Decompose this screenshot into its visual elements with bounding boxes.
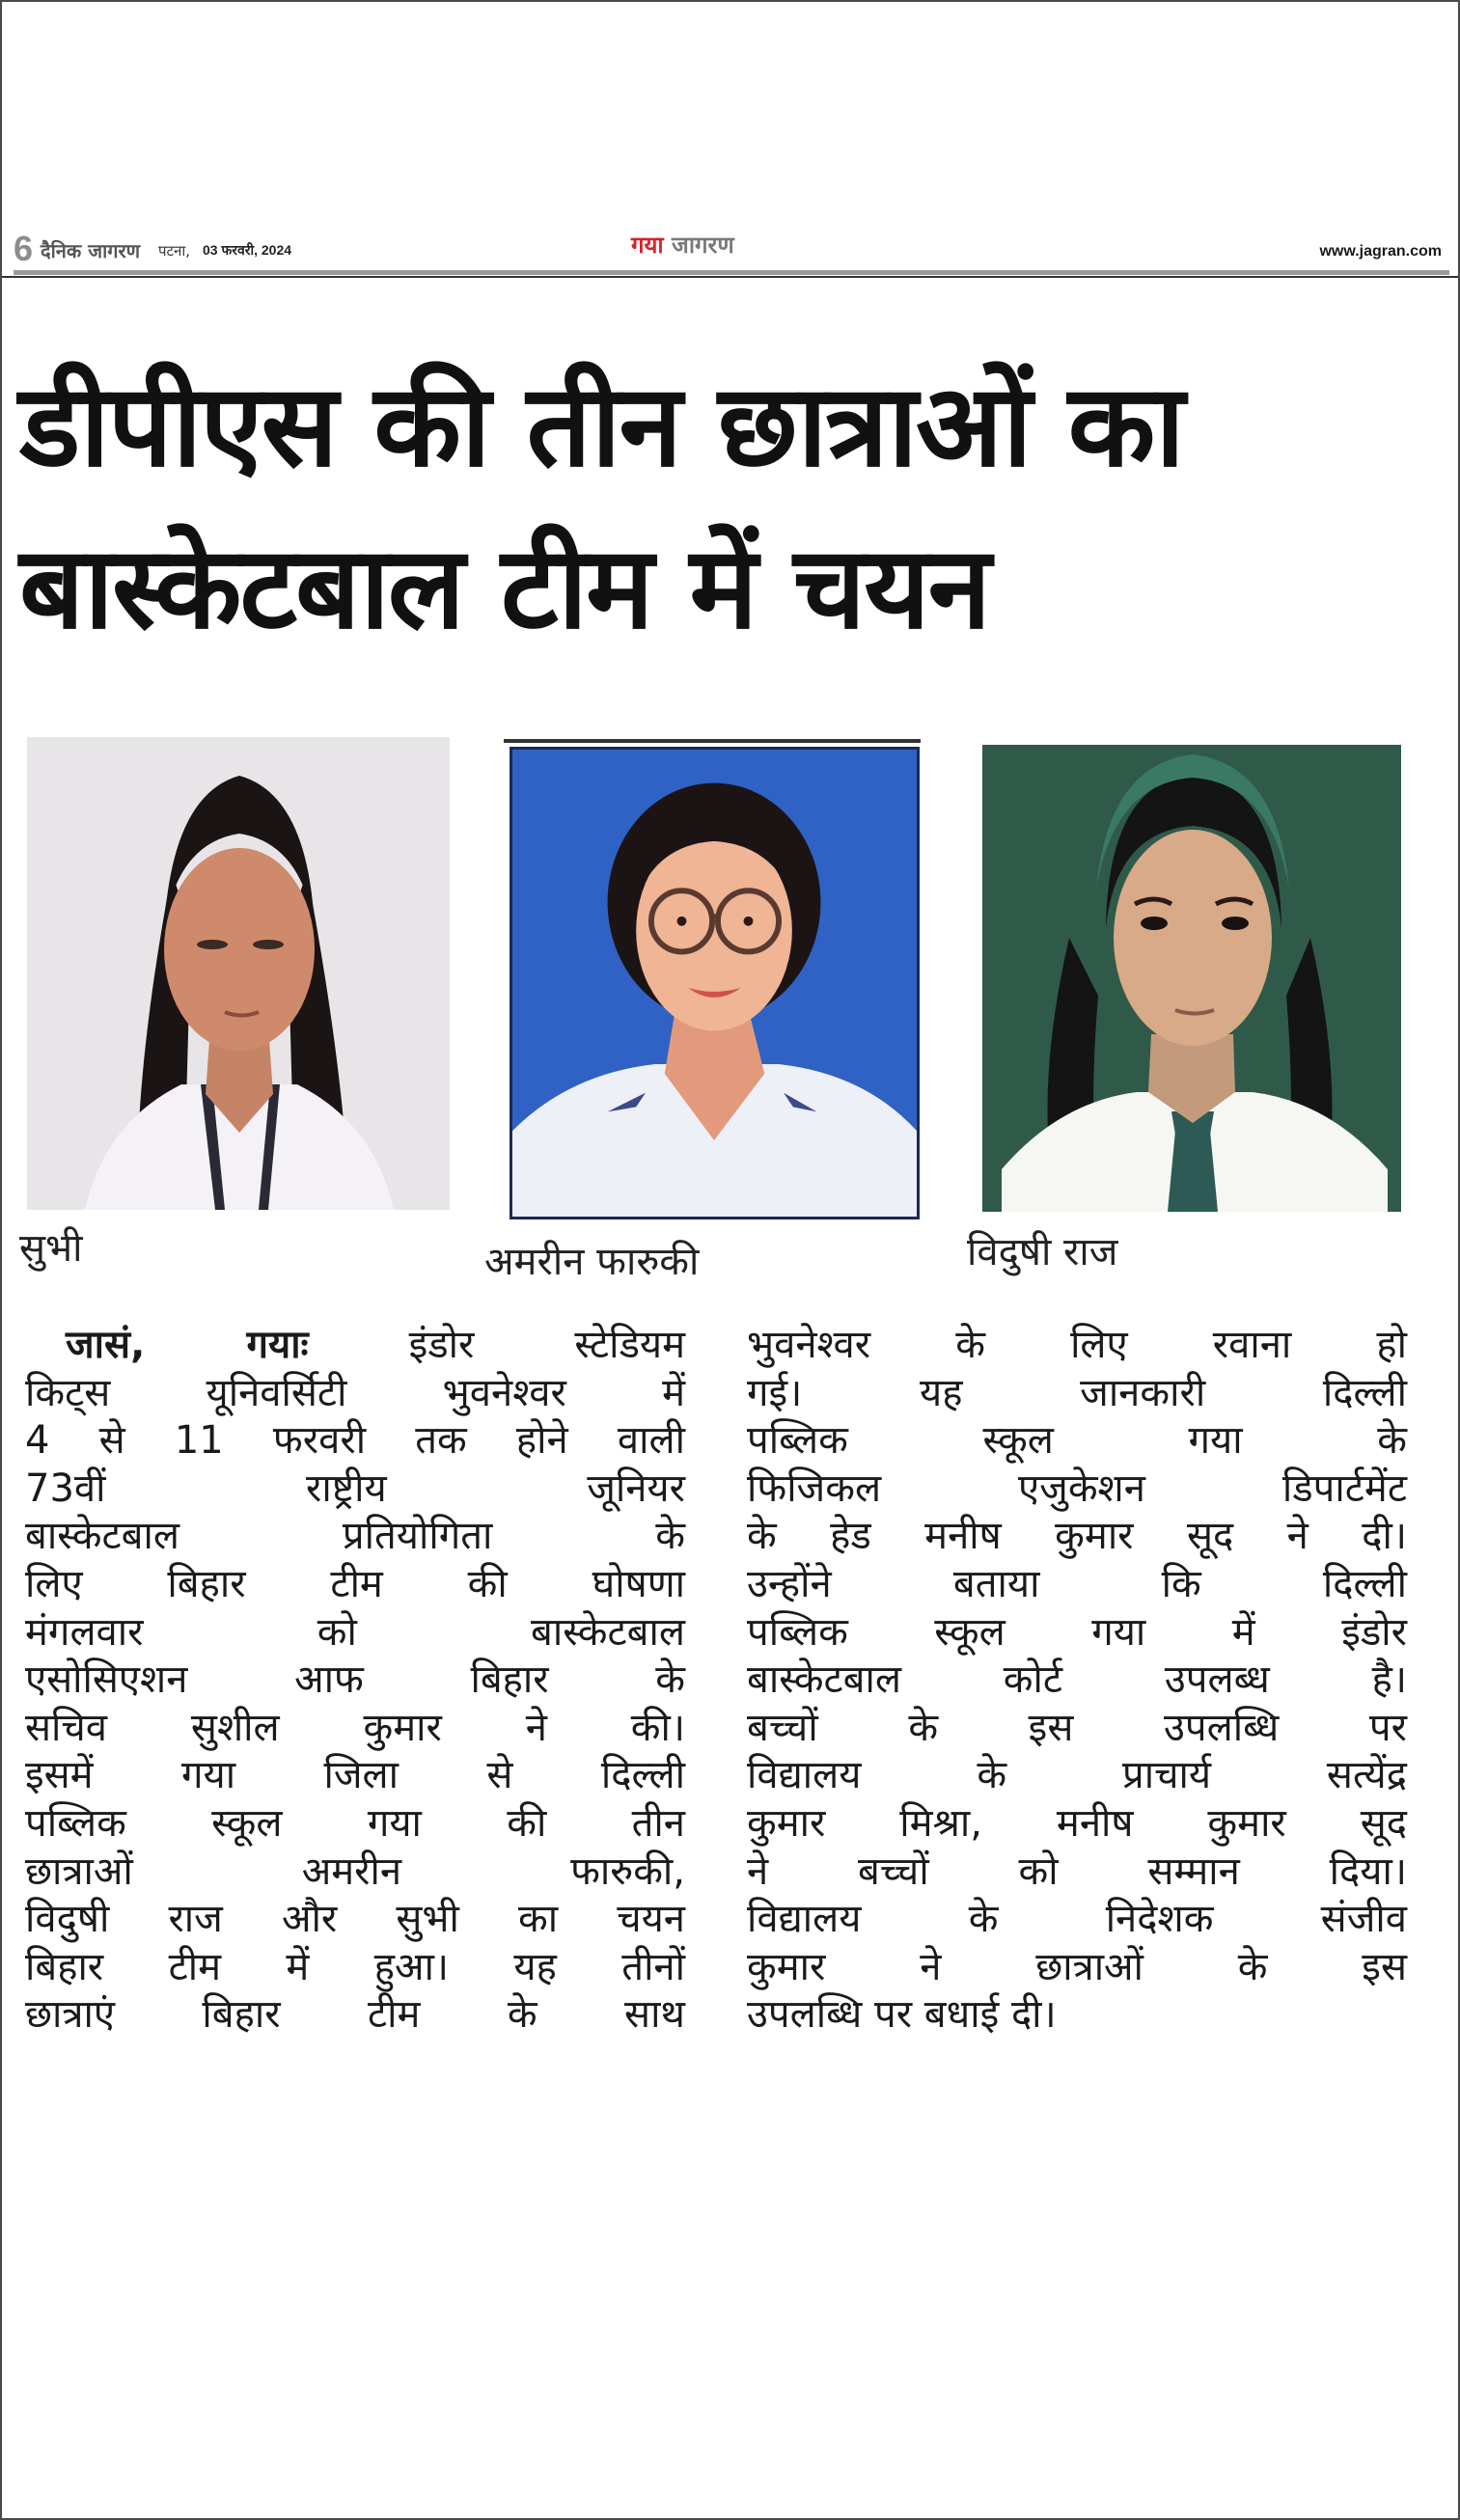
body-line: मंगलवार को बास्केटबाल [25,1609,685,1655]
body-line: लिए बिहार टीम की घोषणा [25,1561,685,1606]
dateline: जासं, गयाः [66,1323,309,1367]
photo-vidushi [982,745,1401,1212]
page-number: 6 [14,229,34,268]
body-line: पब्लिक स्कूल गया में इंडोर [747,1609,1407,1655]
headline-line-2: बास्केटबाल टीम में चयन [19,521,990,654]
edition-city: गया [631,232,664,259]
body-line: ने बच्चों को सम्मान दिया। [747,1849,1407,1894]
body-line: कुमार मिश्रा, मनीष कुमार सूद [747,1800,1407,1846]
body-line: गई। यह जानकारी दिल्ली [747,1370,1407,1415]
body-line: विदुषी राज और सुभी का चयन [25,1897,685,1942]
portrait-image [512,750,917,1217]
body-line: पब्लिक स्कूल गया के [747,1418,1407,1464]
photo-caption: सुभी [19,1226,83,1271]
date-label: 03 फरवरी, 2024 [203,242,292,258]
portrait-image [982,745,1401,1212]
photo-frame-bar [504,739,921,743]
body-line: बिहार टीम में हुआ। यह तीनों [25,1944,685,1989]
body-line: एसोसिएशन आफ बिहार के [25,1657,685,1703]
website-link[interactable]: www.jagran.com [1319,243,1442,260]
article-column-right [747,1322,1407,2040]
masthead-divider [2,276,1458,278]
body-line: बास्केटबाल प्रतियोगिता के [25,1514,685,1559]
body-line: भुवनेश्वर के लिए रवाना हो [747,1323,1407,1367]
body-line: छात्राओं अमरीन फारुकी, [25,1849,685,1894]
photo-amreen [510,747,920,1219]
article-column-left [25,1322,685,2040]
body-line: उन्होंने बताया कि दिल्ली [747,1561,1407,1606]
body-line: 4 से 11 फरवरी तक होने वाली [25,1418,685,1464]
headline-line-1: डीपीएस की तीन छात्राओं का [19,359,1183,492]
body-line: बास्केटबाल कोर्ट उपलब्ध है। [747,1657,1407,1703]
body-line: पब्लिक स्कूल गया की तीन [25,1800,685,1846]
paper-name: दैनिक जागरण [41,239,141,262]
masthead-rule [14,270,1449,275]
body-line: जासं, गयाः इंडोर स्टेडियम [66,1323,685,1367]
body-line: 73वीं राष्ट्रीय जूनियर [25,1465,685,1511]
body-line: फिजिकल एजुकेशन डिपार्टमेंट [747,1465,1407,1511]
body-line: विद्यालय के प्राचार्य सत्येंद्र [747,1753,1407,1798]
body-line: के हेड मनीष कुमार सूद ने दी। [747,1514,1407,1559]
article-headline [19,344,1438,669]
body-line: इसमें गया जिला से दिल्ली [25,1753,685,1798]
body-line: विद्यालय के निदेशक संजीव [747,1897,1407,1942]
body-line: किट्स यूनिवर्सिटी भुवनेश्वर में [25,1370,685,1415]
photo-subhi [27,737,450,1210]
edition-title [631,232,734,259]
photo-caption: अमरीन फारुकी [484,1240,700,1284]
photo-caption: विदुषी राज [967,1230,1118,1274]
body-line: उपलब्धि पर बधाई दी। [747,1992,1057,2038]
body-line: बच्चों के इस उपलब्धि पर [747,1705,1407,1750]
body-line: कुमार ने छात्राओं के इस [747,1944,1407,1989]
edition-brand: जागरण [672,232,734,259]
portrait-image [27,737,450,1210]
masthead [14,229,1449,268]
body-line: सचिव सुशील कुमार ने की। [25,1705,685,1750]
city-label: पटना, [158,242,191,260]
body-line: छात्राएं बिहार टीम के साथ [25,1992,685,2038]
